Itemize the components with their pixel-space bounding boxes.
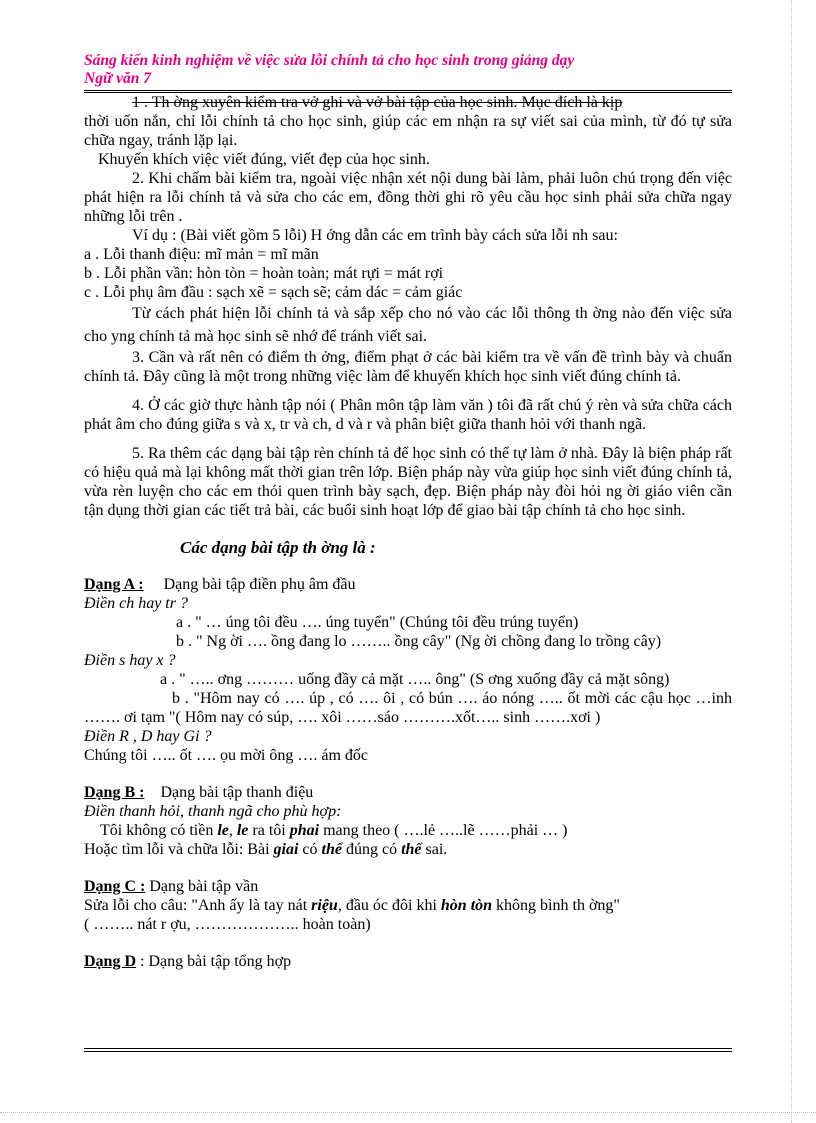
- dang-d-label: Dạng D: [84, 953, 137, 970]
- dang-a-instruction-1: Điền ch hay tr ?: [84, 595, 188, 612]
- dang-c-line-2: ( …….. nát r ợu, ……………….. hoàn toàn): [84, 916, 371, 933]
- error-b: b . Lỗi phần vần: hòn tòn = hoàn toàn; mát rựi = mát rợi: [84, 265, 444, 282]
- paragraph-1-first-line: 1 . Th ờng xuyên kiểm tra vở ghi và vở bài tập của học sinh. Mục đích là kịp: [132, 94, 623, 111]
- page-boundary-bottom: [0, 1112, 816, 1113]
- paragraph-2: 2. Khi chấm bài kiểm tra, ngoài việc nhận xét nội dung bài làm, phải luôn chú trọng đến việc phát hiện ra lỗi chính tả và sửa cho các em, đồng thời ghi rõ yêu cầu học sinh phải sửa chữa ngay những lỗi trên .: [84, 170, 732, 225]
- dang-d-line: [84, 952, 732, 971]
- paragraph-4: 4. Ở các giờ thực hành tập nói ( Phân môn tập làm văn ) tôi đã rất chú ý rèn và sửa chữa cách phát âm cho đúng giữa s và x, tr và ch, d và r và phân biệt giữa thanh hỏi với thanh ngã.: [84, 397, 732, 433]
- dang-a-item-b1: b . " Ng ời …. ồng đang lo …….. ồng cây" (Ng ời chồng đang lo trồng cây): [176, 633, 662, 650]
- dang-a-item-c3: Chúng tôi ….. ốt …. ọu mời ông …. ám đốc: [84, 747, 369, 764]
- dang-c-line: [84, 877, 732, 896]
- dang-a-item-b2: b . "Hôm nay có …. úp , có …. ôi , có bún …. áo nóng ….. ốt mời các cậu học …inh ……. ơi tạm "( Hôm nay có súp, …. xôi ……sáo ……….xốt….. sinh …….xơi ): [84, 690, 732, 726]
- section-heading: Các dạng bài tập th ờng là :: [180, 538, 376, 557]
- paragraph-1: thời uốn nắn, chỉ lỗi chính tả cho học sinh, giúp các em nhận ra sự viết sai của mình, từ đó tự sửa chữa ngay, tránh lặp lại.: [84, 113, 732, 149]
- dang-c-label: Dạng C :: [84, 878, 146, 895]
- example-line: Ví dụ : (Bài viết gồm 5 lỗi) H ớng dẫn các em trình bày cách sửa lỗi nh sau:: [132, 227, 618, 244]
- dang-a-item-a1: a . " … úng tôi đều …. úng tuyển" (Chúng tôi đều trúng tuyển): [176, 614, 579, 631]
- header-title: Sáng kiến kinh nghiệm về việc sửa lỗi chính tả cho học sinh trong giảng dạy Ngữ văn 7: [84, 52, 575, 87]
- error-a: a . Lỗi thanh điệu: mĩ mản = mĩ mãn: [84, 246, 319, 263]
- dang-a-instruction-2: Điền s hay x ?: [84, 652, 176, 669]
- dang-b-label: Dạng B :: [84, 784, 145, 801]
- dang-c-desc: Dạng bài tập vần: [149, 878, 259, 895]
- dang-b-instruction: Điền thanh hỏi, thanh ngã cho phù hợp:: [84, 803, 342, 820]
- dang-c-line-1: Sửa lỗi cho câu: "Anh ấy là tay nát riệu, đầu óc đôi khi hòn tòn không bình th ờng": [84, 897, 620, 914]
- paragraph-5: 5. Ra thêm các dạng bài tập rèn chính tả để học sinh có thể tự làm ở nhà. Đây là biện pháp rất có hiệu quả mà lại không mất thời gian trên lớp. Biện pháp này vừa giúp học sinh viết đúng chính tả, vừa rèn luyện cho các em thói quen trình bày sạch, đẹp. Biện pháp này đòi hỏi ng ời giáo viên cần tận dụng thời gian các tiết trả bài, các buổi sinh hoạt lớp để giao bài tập chính tả cho học sinh.: [84, 445, 732, 519]
- dang-b-line-1: Tôi không có tiền le, le ra tôi phai mang theo ( ….lẻ …..lẽ ……phải … ): [100, 822, 568, 839]
- dang-b-line: [84, 783, 732, 802]
- page-boundary-right: [791, 0, 792, 1123]
- paragraph-3: 3. Cần và rất nên có điểm th ởng, điểm phạt ở các bài kiểm tra về vấn đề trình bày và chuẩn chính tả. Đây cũng là một trong những việc làm để khuyến khích học sinh viết đúng chính tả.: [84, 349, 732, 385]
- dang-a-desc: Dạng bài tập điền phụ âm đầu: [163, 576, 356, 593]
- document-page: [84, 52, 732, 971]
- dang-a-label: Dạng A :: [84, 576, 144, 593]
- dang-a-line: [84, 575, 732, 594]
- dang-a-instruction-3: Điền R , D hay Gi ?: [84, 728, 212, 745]
- paragraph-1b: Khuyến khích việc viết đúng, viết đẹp của học sinh.: [98, 151, 430, 168]
- error-c: c . Lỗi phụ âm đầu : sạch xẽ = sạch sẽ; cảm dác = cảm giác: [84, 284, 463, 301]
- footer-rule: [84, 1048, 732, 1052]
- dang-b-line-2: Hoặc tìm lỗi và chữa lỗi: Bài giai có thể đúng có thể sai.: [84, 841, 448, 858]
- paragraph-after: Từ cách phát hiện lỗi chính tả và sắp xếp cho nó vào các lỗi thông th ờng nào đến việc sửa cho yng chính tả mà học sinh sẽ nhớ để tránh viết sai.: [84, 305, 732, 345]
- dang-d-desc: : Dạng bài tập tổng hợp: [140, 953, 292, 970]
- dang-b-desc: Dạng bài tập thanh điệu: [160, 784, 314, 801]
- dang-a-item-a2: a . " ….. ơng ……… uống đầy cả mặt ….. ông" (S ơng xuống đầy cả mặt sông): [160, 671, 670, 688]
